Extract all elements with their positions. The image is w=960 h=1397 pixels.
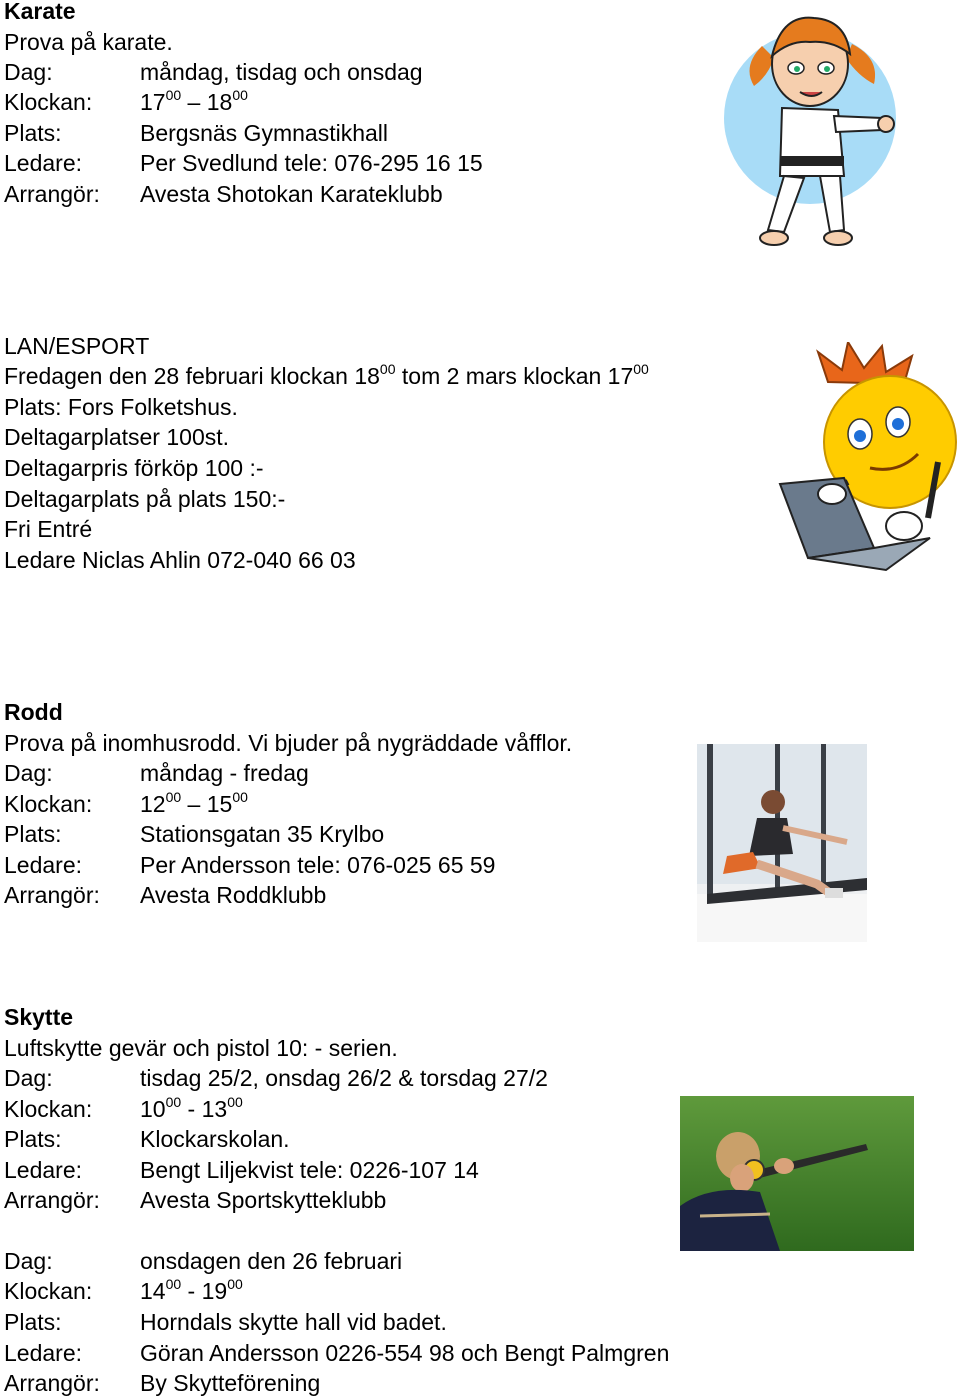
skytte2-organizer-value: By Skytteförening — [140, 1370, 321, 1396]
skytte2-time-value: $14^{00} - 19^{00}$ — [140, 1276, 243, 1304]
lan-place: Plats: Fors Folketshus. — [4, 394, 238, 420]
karate-time-value: $17^{00} - 18^{00}$ — [140, 87, 248, 115]
skytte2-day-label: Dag: — [4, 1248, 53, 1274]
skytte2-leader-value: Göran Andersson 0226-554 98 och Bengt Palmgren — [140, 1340, 670, 1366]
karate-time-label: Klockan: — [4, 89, 93, 115]
skytte-day-label: Dag: — [4, 1065, 53, 1091]
karate-intro: Prova på karate. — [4, 29, 173, 55]
rowing-photo — [697, 744, 867, 942]
skytte-time-label: Klockan: — [4, 1096, 93, 1122]
lan-free-entry: Fri Entré — [4, 516, 93, 542]
lan-seats: Deltagarplatser 100st. — [4, 424, 230, 450]
skytte2-leader-label: Ledare: — [4, 1340, 83, 1366]
rodd-place-value: Stationsgatan 35 Krylbo — [140, 821, 385, 847]
skytte-place-label: Plats: — [4, 1126, 62, 1152]
skytte2-place-value: Horndals skytte hall vid badet. — [140, 1309, 447, 1335]
rodd-time-label: Klockan: — [4, 791, 93, 817]
skytte2-day-value: onsdagen den 26 februari — [140, 1248, 403, 1274]
smiley-laptop-illustration — [778, 342, 960, 576]
skytte-leader-value: Bengt Liljekvist tele: 0226-107 14 — [140, 1157, 479, 1183]
karate-place-label: Plats: — [4, 120, 62, 146]
lan-title: LAN/ESPORT — [4, 333, 150, 359]
skytte-leader-label: Ledare: — [4, 1157, 83, 1183]
lan-date: Fredagen den 28 februari klockan $18^{00}$ tom 2 mars klockan $17^{00}$ — [4, 361, 649, 389]
shooting-photo — [680, 1096, 914, 1251]
rodd-intro: Prova på inomhusrodd. Vi bjuder på nygräddade våfflor. — [4, 730, 573, 756]
skytte-time-value: $10^{00} - 13^{00}$ — [140, 1094, 243, 1122]
lan-door-price: Deltagarplats på plats 150:- — [4, 486, 286, 512]
lan-presale-price: Deltagarpris förköp 100 :- — [4, 455, 264, 481]
karate-leader-label: Ledare: — [4, 150, 83, 176]
karate-day-label: Dag: — [4, 59, 53, 85]
karate-title: Karate — [4, 0, 76, 24]
karate-place-value: Bergsnäs Gymnastikhall — [140, 120, 388, 146]
karate-organizer-label: Arrangör: — [4, 181, 100, 207]
rodd-organizer-label: Arrangör: — [4, 882, 100, 908]
skytte2-organizer-label: Arrangör: — [4, 1370, 100, 1396]
skytte-title: Skytte — [4, 1004, 74, 1030]
skytte-day-value: tisdag 25/2, onsdag 26/2 & torsdag 27/2 — [140, 1065, 548, 1091]
skytte2-time-label: Klockan: — [4, 1278, 93, 1304]
rodd-day-value: måndag - fredag — [140, 760, 309, 786]
karate-day-value: måndag, tisdag och onsdag — [140, 59, 423, 85]
skytte-organizer-label: Arrangör: — [4, 1187, 100, 1213]
skytte2-place-label: Plats: — [4, 1309, 62, 1335]
karate-leader-value: Per Svedlund tele: 076-295 16 15 — [140, 150, 483, 176]
rodd-time-value: $12^{00} - 15^{00}$ — [140, 789, 248, 817]
rodd-leader-value: Per Andersson tele: 076-025 65 59 — [140, 852, 496, 878]
lan-leader: Ledare Niclas Ahlin 072-040 66 03 — [4, 547, 356, 573]
rodd-place-label: Plats: — [4, 821, 62, 847]
rodd-organizer-value: Avesta Roddklubb — [140, 882, 327, 908]
rodd-leader-label: Ledare: — [4, 852, 83, 878]
rodd-day-label: Dag: — [4, 760, 53, 786]
karate-girl-illustration — [722, 6, 898, 250]
skytte-organizer-value: Avesta Sportskytteklubb — [140, 1187, 387, 1213]
rodd-title: Rodd — [4, 699, 63, 725]
skytte-place-value: Klockarskolan. — [140, 1126, 290, 1152]
karate-organizer-value: Avesta Shotokan Karateklubb — [140, 181, 443, 207]
skytte-intro: Luftskytte gevär och pistol 10: - serien. — [4, 1035, 398, 1061]
